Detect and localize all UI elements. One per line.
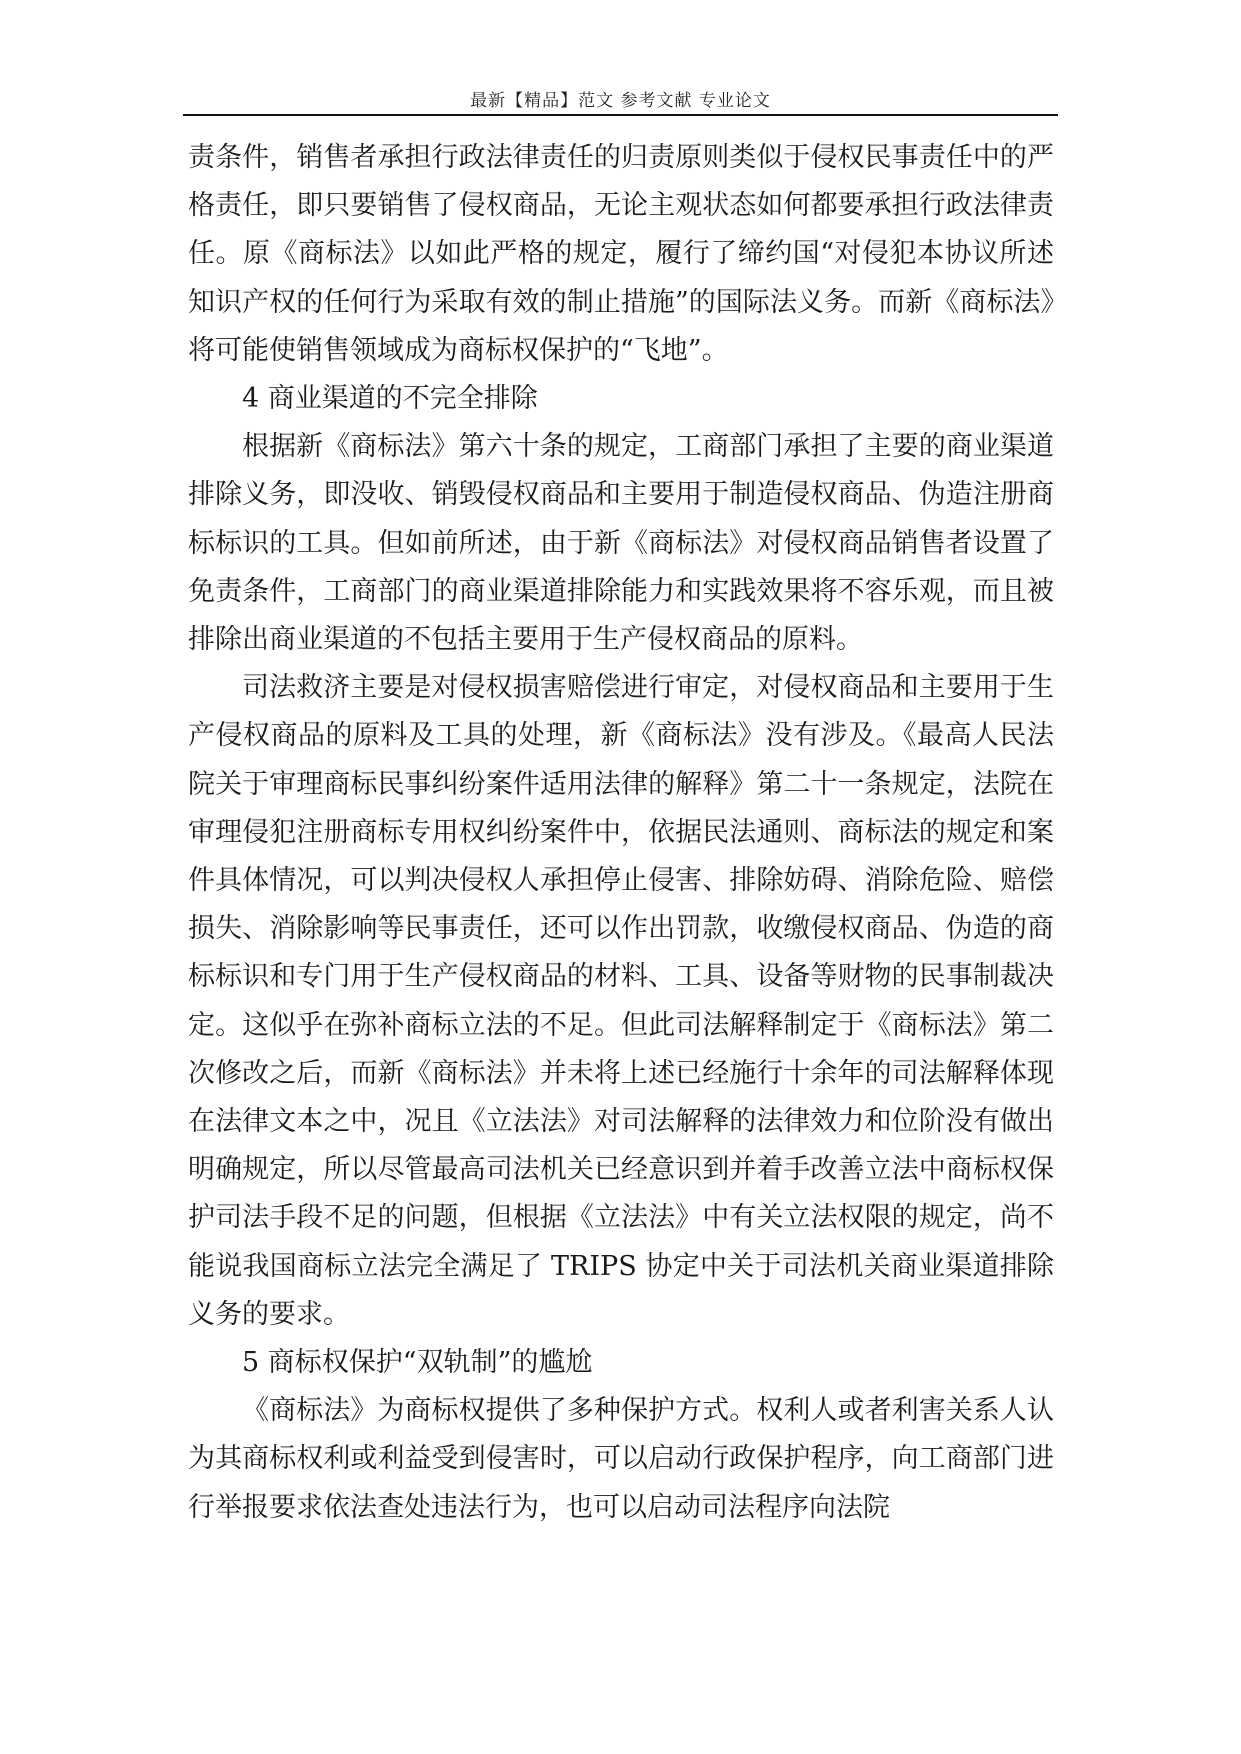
paragraph-judicial-relief: 司法救济主要是对侵权损害赔偿进行审定，对侵权商品和主要用于生产侵权商品的原料及工具的处理，新《商标法》没有涉及。《最高人民法院关于审理商标民事纠纷案件适用法律的解释》第二十一条规定，法院在审理侵犯注册商标专用权纠纷案件中，依据民法通则、商标法的规定和案件具体情况，可以判决侵权人承担停止侵害、排除妨碍、消除危险、赔偿损失、消除影响等民事责任，还可以作出罚款，收缴侵权商品、伪造的商标标识和专门用于生产侵权商品的材料、工具、设备等财物的民事制裁决定。这似乎在弥补商标立法的不足。但此司法解释制定于《商标法》第二次修改之后，而新《商标法》并未将上述已经施行十余年的司法解释体现在法律文本之中，况且《立法法》对司法解释的法律效力和位阶没有做出明确规定，所以尽管最高司法机关已经意识到并着手改善立法中商标权保护司法手段不足的问题，但根据《立法法》中有关立法权限的规定，尚不能说我国商标立法完全满足了 TRIPS 协定中关于司法机关商业渠道排除义务的要求。 bbox=[188, 672, 1054, 1330]
document-body bbox=[188, 134, 1054, 1532]
paragraph-dual-track: 《商标法》为商标权提供了多种保护方式。权利人或者利害关系人认为其商标权利或利益受到侵害时，可以启动行政保护程序，向工商部门进行举报要求依法查处违法行为，也可以启动司法程序向法院 bbox=[188, 1395, 1054, 1523]
section-heading-4: 4 商业渠道的不完全排除 bbox=[242, 383, 538, 415]
section-heading-5: 5 商标权保护“双轨制”的尴尬 bbox=[242, 1347, 593, 1379]
header-divider bbox=[183, 114, 1058, 116]
paragraph-continuation: 责条件，销售者承担行政法律责任的归责原则类似于侵权民事责任中的严格责任，即只要销售了侵权商品，无论主观状态如何都要承担行政法律责任。原《商标法》以如此严格的规定，履行了缔约国“对侵犯本协议所述知识产权的任何行为采取有效的制止措施”的国际法义务。而新《商标法》将可能使销售领域成为商标权保护的“飞地”。 bbox=[188, 142, 1054, 366]
paragraph-channel-exclusion: 根据新《商标法》第六十条的规定，工商部门承担了主要的商业渠道排除义务，即没收、销毁侵权商品和主要用于制造侵权商品、伪造注册商标标识的工具。但如前所述，由于新《商标法》对侵权商品销售者设置了免责条件，工商部门的商业渠道排除能力和实践效果将不容乐观，而且被排除出商业渠道的不包括主要用于生产侵权商品的原料。 bbox=[188, 431, 1054, 656]
page-header: 最新【精品】范文 参考文献 专业论文 bbox=[470, 91, 771, 111]
